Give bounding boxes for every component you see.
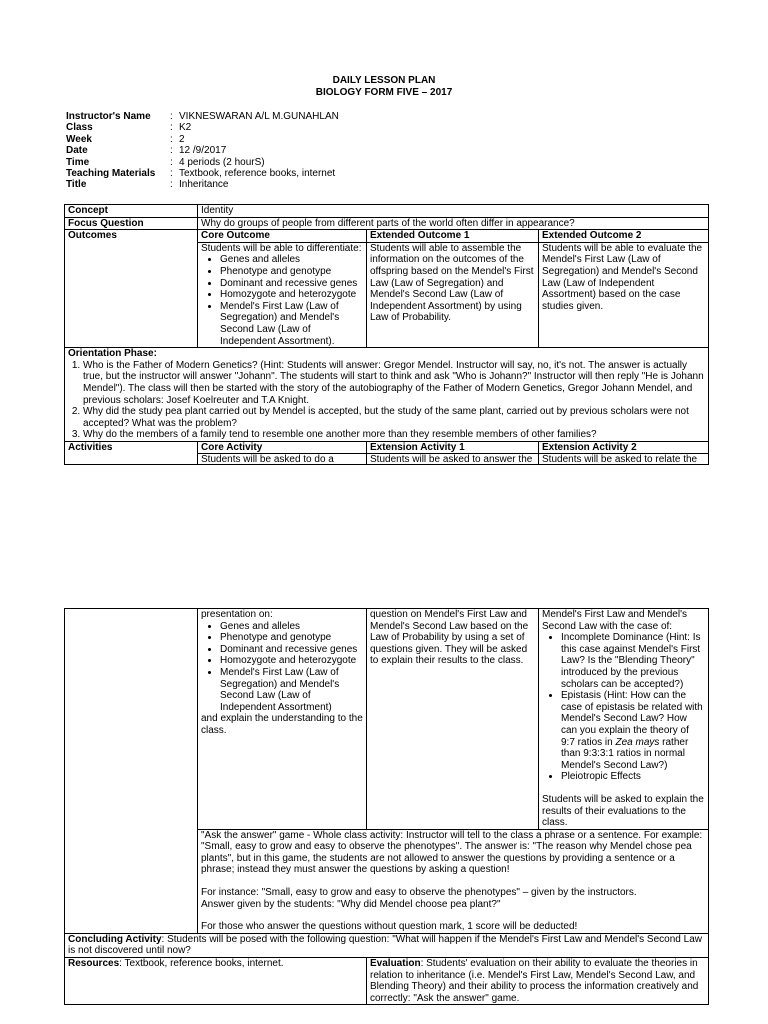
info-label: Instructor's Name [66, 111, 151, 122]
info-row [66, 168, 339, 179]
list-item-text: rather than 9:3:3:1 ratios in normal Mendel's Second Law?) [561, 736, 689, 771]
focus-question-row [65, 217, 709, 230]
extension-activity-2-intro: Mendel's First Law and Mendel's Second Law with the case of: [542, 609, 687, 632]
core-activity-text: Students will be asked to do a [201, 454, 334, 465]
evaluation-label: Evaluation [370, 958, 421, 970]
focus-question-label: Focus Question [65, 217, 198, 230]
info-value: Textbook, reference books, internet [179, 168, 336, 180]
title-line-2: BIOLOGY FORM FIVE – 2017 [315, 87, 453, 98]
list-item: 1. Who is the Father of Modern Genetics? (Hint: Students will answer: Gregor Mendel. Instructor will say, no, it's not. The answer is actually true, but the instructor will answer "Johann". The students will start to think and ask "Who is Johann?" Instructor will then reply "He is Johann Mendel"). The class will then be started with the story of the autobiography of the Father of Modern Genetics, Gregor Johann Mendel, and previous scholars: Josef Koelreuter and T.A Knight. [83, 360, 705, 406]
info-label: Time [66, 156, 90, 168]
info-colon: : [170, 122, 173, 134]
info-colon: : [170, 111, 173, 122]
resources-evaluation-row [65, 958, 709, 1005]
list-item: 3. Why do the members of a family tend to resemble one another more than they resemble members of other families? [83, 429, 705, 441]
list-item: • Mendel's First Law (Law of Segregation) and Mendel's Second Law (Law of Independent Assortment) [220, 667, 363, 713]
core-activity-continued-cell [198, 609, 367, 830]
orientation-list [68, 360, 705, 441]
info-label: Week [66, 133, 92, 145]
lesson-info-block [66, 111, 339, 191]
concept-label: Concept [65, 205, 198, 218]
activities-continued-row [65, 609, 709, 830]
species-name: Zea mays [615, 736, 660, 748]
spacer [201, 876, 705, 887]
focus-question-value: Why do groups of people from different parts of the world often differ in appearance? [198, 217, 709, 230]
extension-activity-1-continued-cell: question on Mendel's First Law and Mendel's Second Law based on the Law of Probability by using a set of questions given. They will be asked to explain their results to the class. [367, 609, 539, 830]
core-outcome-cell [198, 242, 367, 347]
core-activity-intro: presentation on: [201, 609, 273, 620]
info-value: VIKNESWARAN A/L M.GUNAHLAN [179, 111, 339, 122]
info-row [66, 122, 339, 133]
extended-outcome-2-cell: Students will be able to evaluate the Mendel's First Law (Law of Segregation) and Mendel's Second Law (Law of Independent Assortment) based on the case studies given. [539, 242, 709, 347]
list-item-text: Epistasis (Hint: How can the case of epistasis be related with Mendel's Second Law? How can you explain the theory of 9:7 ratios in [561, 690, 703, 748]
activities-label: Activities [65, 441, 198, 465]
info-value: K2 [179, 122, 192, 134]
document-title [0, 75, 768, 99]
concluding-activity-text: : Students will be posed with the following question: "What will happen if the Mendel's First Law and Mendel's Second Law is not discovered until now? [68, 933, 702, 957]
game-example: For instance: "Small, easy to grow and easy to observe the phenotypes" – given by the instructors. [201, 887, 637, 899]
core-outcome-intro: Students will be able to differentiate: [201, 242, 362, 254]
info-value: 4 periods (2 hourS) [179, 156, 265, 168]
resources-label: Resources [68, 958, 120, 970]
spacer [201, 910, 705, 921]
concluding-activity-row [65, 933, 709, 957]
game-description: "Ask the answer" game - Whole class activity: Instructor will tell to the class a phrase or a sentence. For example: "Small, easy to grow and easy to observe the phenotypes". The answer is: "The reason why Mendel chose pea plants", but in this game, the students are not allowed to answer the questions by providing a sentence or a phrase; instead they must answer the questions by asking a question! [201, 829, 703, 876]
info-colon: : [170, 156, 173, 168]
extension-activity-2-cell [539, 454, 709, 465]
extended-outcome-1-header: Extended Outcome 1 [367, 230, 539, 243]
extension-activity-2-outro: Students will be asked to explain the results of their evaluations to the class. [542, 793, 704, 829]
list-item: • Pleiotropic Effects [561, 771, 705, 783]
list-item: • Homozygote and heterozygote [220, 289, 363, 301]
core-activity-header: Core Activity [198, 441, 367, 454]
concept-value: Identity [198, 205, 709, 218]
resources-cell [65, 958, 367, 1005]
list-item [561, 690, 705, 771]
ask-the-answer-game-cell [198, 829, 709, 933]
list-item: • Homozygote and heterozygote [220, 655, 363, 667]
evaluation-text: : Students' evaluation on their ability to evaluate the theories in relation to inheritance (i.e. Mendel's First Law, Mendel's Second Law, and Blending Theory) and their ability to process the information creatively and correctly: "Ask the answer" game. [370, 958, 699, 1004]
info-label: Date [66, 145, 88, 157]
title-line-1: DAILY LESSON PLAN [332, 75, 436, 86]
list-item: • Mendel's First Law (Law of Segregation) and Mendel's Second Law (Law of Independent Assortment). [220, 301, 363, 347]
evaluation-cell [367, 958, 709, 1005]
concept-row [65, 205, 709, 218]
outcomes-header-row [65, 230, 709, 243]
info-row [66, 179, 339, 190]
info-row [66, 157, 339, 168]
core-outcome-list [201, 254, 363, 347]
list-item: 2. Why did the study pea plant carried out by Mendel is accepted, but the study of the same plant, carried out by previous scholars were not accepted? What was the problem? [83, 406, 705, 429]
core-activity-outro: and explain the understanding to the class. [201, 713, 363, 736]
list-item: • Incomplete Dominance (Hint: Is this case against Mendel's First Law? Is the "Blending Theory" introduced by the previous scholars can be accepted?) [561, 632, 705, 690]
info-row [66, 134, 339, 145]
info-colon: : [170, 168, 173, 180]
concluding-activity-cell [65, 933, 709, 957]
orientation-cell [65, 348, 709, 442]
list-item: • Phenotype and genotype [220, 632, 363, 644]
info-label: Class [66, 122, 93, 134]
core-activity-list [201, 621, 363, 714]
extension-activity-2-continued-cell [539, 609, 709, 830]
extension-activity-1-text: Students will be asked to answer the [370, 454, 533, 465]
activities-header-row [65, 441, 709, 454]
orientation-label: Orientation Phase: [68, 348, 157, 360]
extended-outcome-2-header: Extended Outcome 2 [539, 230, 709, 243]
info-colon: : [170, 179, 173, 191]
list-item: • Dominant and recessive genes [220, 278, 363, 290]
lesson-plan-table-page1 [64, 204, 709, 465]
list-item: • Phenotype and genotype [220, 266, 363, 278]
info-value: 2 [179, 133, 185, 145]
info-row [66, 111, 339, 122]
info-colon: : [170, 145, 173, 157]
list-item: • Genes and alleles [220, 621, 363, 633]
spacer [542, 783, 705, 794]
info-colon: : [170, 133, 173, 145]
resources-text: : Textbook, reference books, internet. [119, 958, 284, 970]
info-label: Teaching Materials [66, 168, 156, 180]
info-label: Title [66, 179, 87, 191]
core-activity-cell [198, 454, 367, 465]
extension-activity-1-header: Extension Activity 1 [367, 441, 539, 454]
list-item: • Dominant and recessive genes [220, 644, 363, 656]
extension-activity-1-cell [367, 454, 539, 465]
outcomes-label: Outcomes [65, 230, 198, 348]
info-row [66, 145, 339, 156]
extended-outcome-1-cell: Students will able to assemble the information on the outcomes of the offspring based on the Mendel's First Law (Law of Segregation) and Mendel's Second Law (Law of Independent Assortment) by using Law of Probability. [367, 242, 539, 347]
list-item: • Genes and alleles [220, 254, 363, 266]
orientation-row [65, 348, 709, 442]
core-outcome-header: Core Outcome [198, 230, 367, 243]
extension-activity-2-list [542, 632, 705, 783]
extension-activity-2-header: Extension Activity 2 [539, 441, 709, 454]
info-value: 12 /9/2017 [179, 145, 227, 157]
extension-activity-2-text: Students will be asked to relate the [542, 454, 698, 465]
lesson-plan-table-page2 [64, 608, 709, 1005]
game-example-answer: Answer given by the students: "Why did Mendel choose pea plant?" [201, 898, 501, 910]
concluding-activity-label: Concluding Activity [68, 933, 162, 945]
game-rule: For those who answer the questions without question mark, 1 score will be deducted! [201, 921, 578, 933]
activities-label-continued [65, 609, 198, 934]
info-value: Inheritance [179, 179, 229, 191]
